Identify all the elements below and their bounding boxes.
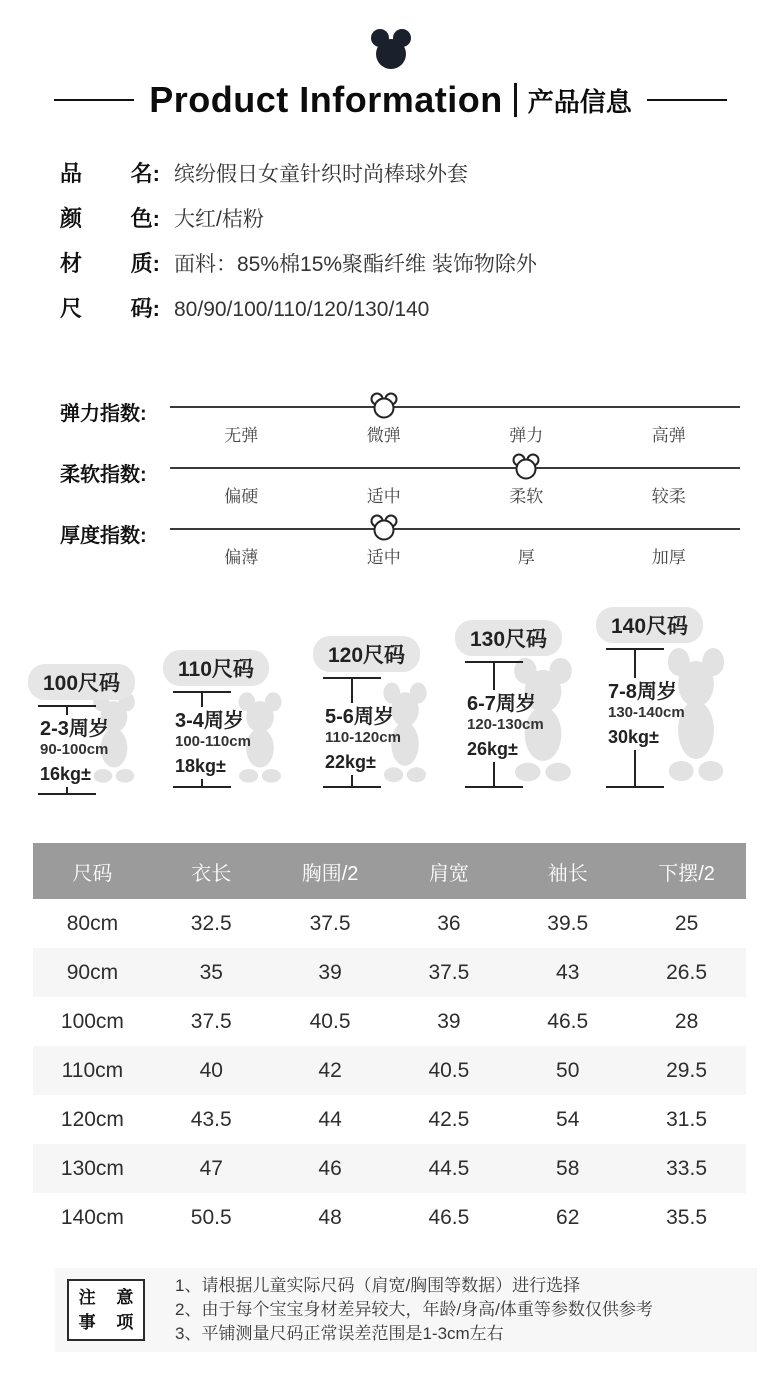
scale-option: 偏硬 xyxy=(224,487,259,506)
size-group-text xyxy=(606,678,685,750)
notes-title-line: 事 项 xyxy=(78,1313,142,1332)
cell: 90cm xyxy=(66,960,119,984)
cell: 46 xyxy=(318,1156,342,1180)
col-header: 下摆/2 xyxy=(627,843,746,899)
weight: 16kg± xyxy=(40,764,91,784)
bracket-line xyxy=(66,707,68,715)
cell: 28 xyxy=(674,1009,699,1033)
label-char: 质: xyxy=(130,251,160,276)
note-item: 1、请根据儿童实际尺码（肩宽/胸围等数据）进行选择 xyxy=(175,1276,581,1295)
scale-labels xyxy=(170,421,740,446)
cell: 42 xyxy=(318,1058,342,1082)
scale-option-selected: 微弹 xyxy=(366,426,401,445)
bracket-bottom-cap xyxy=(38,793,96,795)
height-range: 100-110cm xyxy=(175,733,251,750)
bracket-bottom-cap xyxy=(465,786,523,788)
mickey-logo-icon xyxy=(368,28,414,70)
size-guide xyxy=(0,595,781,830)
table-header-row xyxy=(33,843,746,899)
bracket-line xyxy=(351,775,353,786)
measure-bracket xyxy=(323,677,401,788)
notes-list xyxy=(175,1274,653,1346)
table-row xyxy=(33,1095,746,1144)
label-char: 颜 xyxy=(60,206,83,231)
scale-option-selected: 柔软 xyxy=(509,487,544,506)
label-char: 尺 xyxy=(60,296,83,321)
age-range: 2-3周岁 xyxy=(40,718,109,740)
cell: 46.5 xyxy=(428,1205,470,1229)
info-label xyxy=(60,292,160,323)
cell: 31.5 xyxy=(666,1107,707,1131)
info-label xyxy=(60,202,160,233)
size-badge: 110尺码 xyxy=(163,650,269,686)
elasticity-index-label: 弹力指数: xyxy=(60,403,147,425)
size-group-100 xyxy=(28,664,135,788)
info-row-color xyxy=(60,202,537,230)
measure-bracket xyxy=(606,648,685,788)
cell: 46.5 xyxy=(547,1009,589,1033)
bracket-bottom-cap xyxy=(606,786,664,788)
elasticity-scale xyxy=(170,395,740,456)
softness-index-label: 柔软指数: xyxy=(60,464,147,486)
scale-labels xyxy=(170,482,740,507)
scale-option: 弹力 xyxy=(509,426,544,445)
index-scales xyxy=(60,395,740,578)
cell: 43.5 xyxy=(190,1107,232,1131)
scale-option-selected: 适中 xyxy=(366,548,401,567)
table-row xyxy=(33,1144,746,1193)
scale-line xyxy=(170,406,740,408)
cell: 100cm xyxy=(60,1009,124,1033)
cell: 40 xyxy=(199,1058,223,1082)
cell: 26.5 xyxy=(666,960,707,984)
softness-scale xyxy=(170,456,740,517)
col-header: 肩宽 xyxy=(389,843,508,899)
cell: 50 xyxy=(556,1058,580,1082)
product-info xyxy=(60,157,537,337)
label-char: 名: xyxy=(130,161,160,186)
table-row xyxy=(33,997,746,1046)
cell: 39 xyxy=(318,960,342,984)
bracket-line xyxy=(493,762,495,786)
mickey-marker-icon xyxy=(368,392,400,420)
page-title-en: Product Information xyxy=(149,79,503,120)
scale-line xyxy=(170,528,740,530)
label-char: 品 xyxy=(60,161,83,186)
cell: 37.5 xyxy=(428,960,470,984)
cell: 37.5 xyxy=(190,1009,232,1033)
cell: 40.5 xyxy=(309,1009,351,1033)
cell: 130cm xyxy=(60,1156,124,1180)
cell: 35 xyxy=(199,960,223,984)
size-badge: 120尺码 xyxy=(313,636,420,672)
title-left-rule xyxy=(54,99,134,101)
age-range: 7-8周岁 xyxy=(608,681,677,703)
cell: 80cm xyxy=(66,911,119,935)
thickness-index-label: 厚度指数: xyxy=(60,525,147,547)
height-range: 120-130cm xyxy=(467,716,544,733)
cell: 44 xyxy=(318,1107,342,1131)
size-group-140 xyxy=(596,607,703,788)
cell: 39.5 xyxy=(547,911,589,935)
scale-option: 偏薄 xyxy=(224,548,259,567)
scale-option: 无弹 xyxy=(224,426,259,445)
bracket-line xyxy=(493,663,495,690)
bracket-bottom-cap xyxy=(173,786,231,788)
scale-option: 厚 xyxy=(517,548,535,567)
cell: 43 xyxy=(556,960,580,984)
label-char: 码: xyxy=(130,296,160,321)
table-row xyxy=(33,948,746,997)
mickey-marker-icon xyxy=(510,453,542,481)
size-group-110 xyxy=(163,650,269,788)
age-range: 3-4周岁 xyxy=(175,710,244,732)
product-sizes-value: 80/90/100/110/120/130/140 xyxy=(174,298,430,321)
size-badge: 100尺码 xyxy=(28,664,135,700)
cell: 33.5 xyxy=(666,1156,707,1180)
label-char: 色: xyxy=(130,206,160,231)
size-table xyxy=(33,843,746,1242)
info-row-size xyxy=(60,292,537,320)
info-row-name xyxy=(60,157,537,185)
note-item: 2、由于每个宝宝身材差异较大，年龄/身高/体重等参数仅供参考 xyxy=(175,1300,653,1319)
weight: 30kg± xyxy=(608,727,659,747)
table-row xyxy=(33,899,746,948)
product-color-value: 大红/桔粉 xyxy=(174,208,264,231)
product-name-value: 缤纷假日女童针织时尚棒球外套 xyxy=(174,163,468,186)
cell: 42.5 xyxy=(428,1107,470,1131)
cell: 25 xyxy=(674,911,699,935)
height-range: 110-120cm xyxy=(325,729,401,746)
title-row xyxy=(0,79,781,121)
title-right-rule xyxy=(647,99,727,101)
notes-title-line: 注 意 xyxy=(78,1288,142,1307)
table-row xyxy=(33,1046,746,1095)
elasticity-index-row xyxy=(60,395,740,456)
measure-bracket xyxy=(465,661,544,788)
bracket-line xyxy=(634,750,636,786)
scale-line xyxy=(170,467,740,469)
cell: 54 xyxy=(556,1107,580,1131)
header xyxy=(0,28,781,121)
col-header: 衣长 xyxy=(152,843,271,899)
cell: 120cm xyxy=(60,1107,124,1131)
info-label xyxy=(60,247,160,278)
cell: 35.5 xyxy=(666,1205,707,1229)
title-separator xyxy=(514,83,517,117)
bracket-line xyxy=(201,779,203,786)
size-badge: 130尺码 xyxy=(455,620,562,656)
cell: 36 xyxy=(437,911,461,935)
age-range: 5-6周岁 xyxy=(325,706,394,728)
scale-option: 适中 xyxy=(366,487,401,506)
cell: 50.5 xyxy=(190,1205,232,1229)
info-row-material xyxy=(60,247,537,275)
age-range: 6-7周岁 xyxy=(467,693,536,715)
col-header: 胸围/2 xyxy=(271,843,390,899)
cell: 47 xyxy=(199,1156,223,1180)
scale-labels xyxy=(170,543,740,568)
bracket-line xyxy=(634,650,636,678)
measure-bracket xyxy=(173,691,251,788)
thickness-index-row xyxy=(60,517,740,578)
height-range: 90-100cm xyxy=(40,741,109,758)
label-char: 材 xyxy=(60,251,83,276)
thickness-scale xyxy=(170,517,740,578)
cell: 110cm xyxy=(61,1058,124,1082)
measure-bracket xyxy=(38,705,109,795)
cell: 44.5 xyxy=(428,1156,470,1180)
softness-index-row xyxy=(60,456,740,517)
scale-option: 较柔 xyxy=(651,487,686,506)
size-group-text xyxy=(323,703,401,775)
mickey-marker-icon xyxy=(368,514,400,542)
page-title-zh: 产品信息 xyxy=(527,86,632,117)
col-header: 袖长 xyxy=(508,843,627,899)
weight: 26kg± xyxy=(467,739,518,759)
bracket-line xyxy=(351,679,353,703)
weight: 22kg± xyxy=(325,752,376,772)
cell: 39 xyxy=(437,1009,461,1033)
size-badge: 140尺码 xyxy=(596,607,703,643)
weight: 18kg± xyxy=(175,756,226,776)
col-header: 尺码 xyxy=(33,843,152,899)
height-range: 130-140cm xyxy=(608,704,685,721)
cell: 32.5 xyxy=(190,911,232,935)
size-group-text xyxy=(465,690,544,762)
bracket-line xyxy=(201,693,203,707)
table-row xyxy=(33,1193,746,1242)
bracket-bottom-cap xyxy=(323,786,381,788)
product-material-value: 面料：85%棉15%聚酯纤维 装饰物除外 xyxy=(174,253,537,276)
cell: 140cm xyxy=(60,1205,124,1229)
cell: 62 xyxy=(556,1205,580,1229)
notes-section xyxy=(55,1268,757,1352)
cell: 37.5 xyxy=(309,911,351,935)
cell: 40.5 xyxy=(428,1058,470,1082)
scale-option: 高弹 xyxy=(651,426,686,445)
cell: 29.5 xyxy=(666,1058,707,1082)
scale-option: 加厚 xyxy=(651,548,686,567)
size-group-130 xyxy=(455,620,562,788)
note-item: 3、平铺测量尺码正常误差范围是1-3cm左右 xyxy=(175,1324,504,1343)
size-group-text xyxy=(173,707,251,779)
cell: 48 xyxy=(318,1205,342,1229)
cell: 58 xyxy=(556,1156,580,1180)
info-label xyxy=(60,157,160,188)
size-group-120 xyxy=(313,636,420,788)
notes-title-box xyxy=(67,1279,145,1341)
size-group-text xyxy=(38,715,109,787)
